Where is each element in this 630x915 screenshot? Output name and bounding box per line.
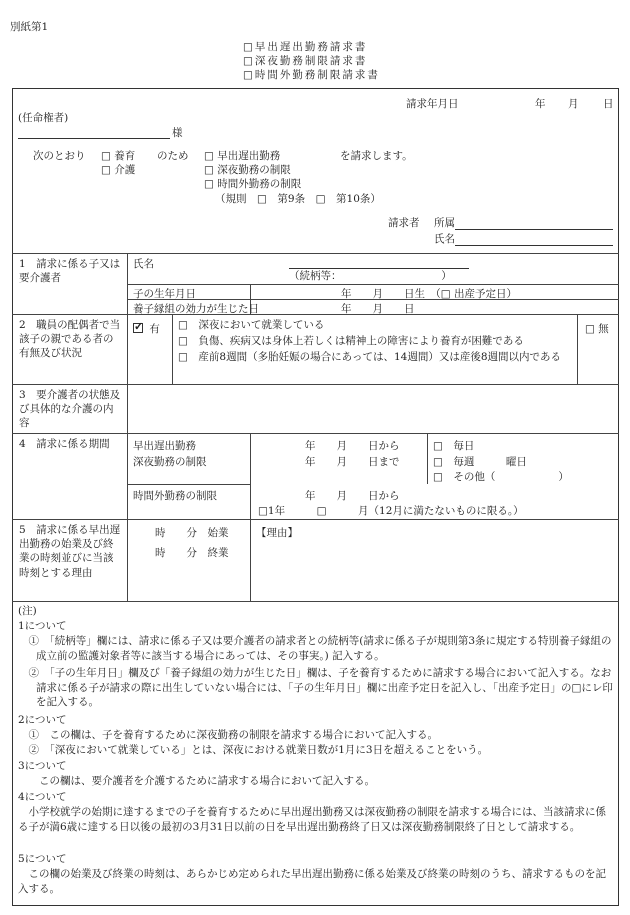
option-early-late[interactable]: □ 早出遅出勤務	[204, 150, 281, 162]
as-follows: 次のとおり	[33, 150, 86, 162]
spouse-none-check[interactable]: □ 無	[585, 323, 609, 335]
status-text: 産前8週間（多胎妊娠の場合にあっては、14週間）又は産後8週間以内である	[198, 351, 562, 363]
note-item: この欄の始業及び終業の時刻は、あらかじめ定められた早出遅出勤務に係る始業及び終業の時刻のうち、請求するものを記入する。	[18, 868, 606, 895]
night-limit-label: 深夜勤務の制限	[133, 456, 207, 468]
early-late-label: 早出遅出勤務	[133, 440, 196, 452]
divider	[127, 284, 619, 285]
note-section-1: 1について	[18, 620, 67, 632]
birth-date-field[interactable]: 年 月 日生 （□ 出産予定日）	[341, 288, 518, 300]
note-section-5: 5について	[18, 853, 67, 865]
note-item: 小学校就学の始期に達するまでの子を養育するために早出遅出勤務又は深夜勤務の制限を請求する場合には、当該請求に係る子が満6歳に達する日以後の最初の3月31日以前の日を早出遅出勤務終了日又は深夜勤務制限終了日として請求する。	[18, 806, 606, 833]
divider	[12, 253, 619, 254]
for-label: のため	[157, 150, 189, 162]
appointer-label: (任命権者)	[18, 112, 69, 124]
divider	[12, 519, 619, 520]
has-label: 有	[149, 323, 160, 335]
affiliation-label: 所属	[434, 217, 455, 229]
option-overtime[interactable]: □ 時間外勤務の制限	[204, 178, 302, 190]
divider	[12, 433, 619, 434]
date-year: 年	[535, 98, 546, 110]
note-item: ② 「子の生年月日」欄及び「養子縁組の効力が生じた日」欄は、子を養育するために請求する場合において記入する。なお請求に係る子が請求の際に出生していない場合には、「子の生年月日」欄に出産予定日を記入し、「出産予定日」の□にレ印を記入する。	[18, 667, 613, 709]
note-section-2: 2について	[18, 714, 67, 726]
date-day: 日	[603, 98, 614, 110]
divider	[12, 601, 619, 602]
column-divider	[250, 433, 251, 519]
childcare-check[interactable]: □ 養育	[101, 150, 136, 162]
spouse-status-item[interactable]: □ 深夜において就業している	[178, 319, 325, 331]
child-name-field[interactable]	[289, 256, 469, 269]
name-label: 氏名	[434, 233, 455, 245]
status-text: 負傷、疾病又は身体上若しくは精神上の障害により養育が困難である	[198, 335, 524, 347]
requester-name-field[interactable]	[455, 232, 613, 246]
sama-label: 様	[172, 127, 183, 139]
column-divider	[127, 253, 128, 601]
checked-box-icon	[133, 323, 143, 333]
overtime-from[interactable]: 年 月 日から	[305, 490, 400, 502]
note-item: この欄は、要介護者を介護するために請求する場合において記入する。	[18, 775, 375, 787]
end-time-field[interactable]: 時 分 終業	[155, 547, 229, 559]
every-day-check[interactable]: □ 毎日	[433, 440, 475, 452]
title-overtime: □時間外勤務制限請求書	[243, 69, 380, 81]
title-night: □深夜勤務制限請求書	[243, 55, 368, 67]
divider	[12, 384, 619, 385]
row5-label: 5 請求に係る早出遅出勤務の始業及び終業の時刻並びに当該時刻とする理由	[19, 524, 121, 579]
adoption-date-field[interactable]: 年 月 日	[341, 303, 415, 315]
child-name-label: 氏名	[133, 258, 154, 270]
reason-label: 【理由】	[256, 527, 298, 539]
request-date-label: 請求年月日	[406, 98, 459, 110]
date-month: 月	[568, 98, 579, 110]
other-check[interactable]: □ その他（ ）	[433, 471, 569, 483]
note-item: ② 「深夜において就業している」とは、深夜における就業日数が1月に3日を超えることをいう。	[18, 744, 489, 756]
nursing-check[interactable]: □ 介護	[101, 164, 136, 176]
note-section-4: 4について	[18, 791, 67, 803]
row1-label: 1 請求に係る子又は要介護者	[19, 258, 121, 285]
notes-heading: (注)	[18, 605, 37, 617]
column-divider	[427, 433, 428, 484]
adoption-date-label: 養子縁組の効力が生じた日	[133, 303, 259, 315]
period-from[interactable]: 年 月 日から	[305, 440, 400, 452]
option-night[interactable]: □ 深夜勤務の制限	[204, 164, 291, 176]
divider	[12, 314, 619, 315]
form-number: 別紙第1	[10, 21, 49, 33]
start-time-field[interactable]: 時 分 始業	[155, 527, 229, 539]
row3-label: 3 要介護者の状態及び具体的な介護の内容	[19, 389, 121, 430]
spouse-status-item[interactable]: □ 負傷、疾病又は身体上若しくは精神上の障害により養育が困難である	[178, 335, 524, 347]
birth-date-label: 子の生年月日	[133, 288, 196, 300]
requester-label: 請求者	[388, 217, 420, 229]
column-divider	[250, 519, 251, 601]
every-week-check[interactable]: □ 毎週 曜日	[433, 456, 527, 468]
divider	[127, 484, 250, 485]
rules-choice[interactable]: （規則 □ 第9条 □ 第10条）	[215, 193, 381, 205]
spouse-exists-check[interactable]	[133, 322, 160, 336]
overtime-period[interactable]: □1年 □ 月（12月に満たないものに限る。）	[258, 505, 524, 517]
affiliation-field[interactable]	[455, 216, 613, 230]
appointer-field[interactable]	[18, 126, 170, 139]
overtime-limit-label: 時間外勤務の制限	[133, 490, 217, 502]
column-divider	[577, 314, 578, 384]
row4-label: 4 請求に係る期間	[19, 438, 110, 450]
note-item: ① この欄は、子を養育するために深夜勤務の制限を請求する場合において記入する。	[18, 729, 438, 741]
note-section-3: 3について	[18, 760, 67, 772]
status-text: 深夜において就業している	[198, 319, 325, 331]
column-divider	[172, 314, 173, 384]
row2-label: 2 職員の配偶者で当該子の親である者の有無及び状況	[19, 319, 121, 360]
spouse-status-item[interactable]: □ 産前8週間（多胎妊娠の場合にあっては、14週間）又は産後8週間以内である	[178, 351, 562, 363]
title-early-late: □早出遅出勤務請求書	[243, 41, 368, 53]
relation-field[interactable]: （続柄等： ）	[289, 270, 452, 282]
period-to[interactable]: 年 月 日まで	[305, 456, 400, 468]
note-item: ① 「続柄等」欄には、請求に係る子又は要介護者の請求者との続柄等(請求に係る子が規則第3条に規定する特別養子縁組の成立前の監護対象者等に該当する場合にあっては、その事実。) 記入する。	[18, 635, 612, 662]
request-suffix: を請求します。	[340, 150, 413, 162]
care-details-field[interactable]	[132, 388, 612, 430]
